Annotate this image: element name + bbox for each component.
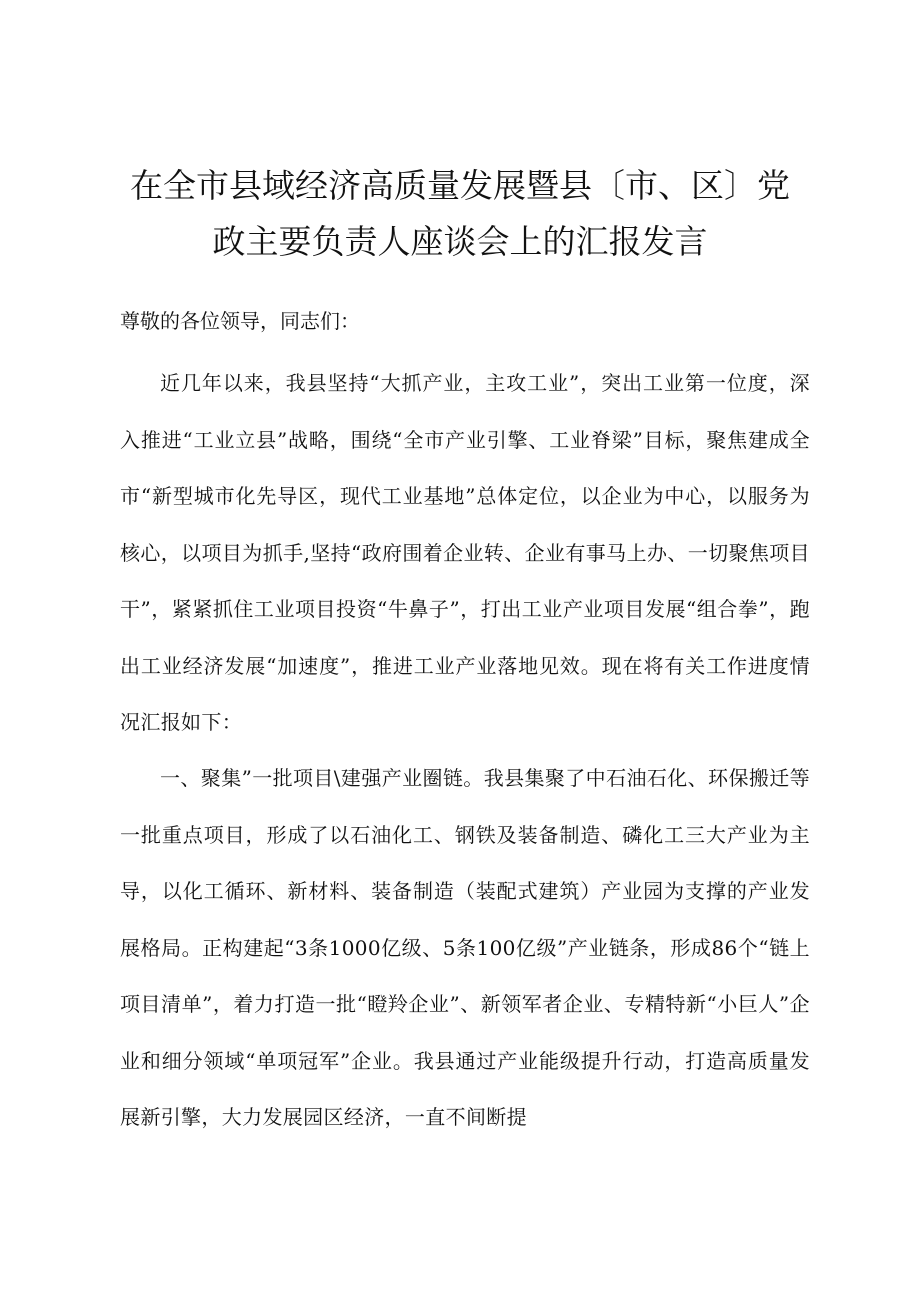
document-title xyxy=(80,158,840,270)
body-paragraph-intro: 近几年以来，我县坚持“大抓产业，主攻工业”，突出工业第一位度，深入推进“工业立县”战略，围绕“全市产业引擎、工业脊梁”目标，聚焦建成全市“新型城市化先导区，现代工业基地”总体定位，以企业为中心，以服务为核心，以项目为抓手,坚持“政府围着企业转、企业有事马上办、一切聚焦项目干”，紧紧抓住工业项目投资“牛鼻子”，打出工业产业项目发展“组合拳”，跑出工业经济发展“加速度”，推进工业产业落地见效。现在将有关工作进度情况汇报如下： xyxy=(120,371,810,734)
title-line-2: 政主要负责人座谈会上的汇报发言 xyxy=(212,222,708,261)
salutation: 尊敬的各位领导，同志们： xyxy=(120,309,360,333)
body-paragraph-section-1: 一、聚集”一批项目\建强产业圈链。我县集聚了中石油石化、环保搬迁等一批重点项目，形成了以石油化工、钢铁及装备制造、磷化工三大产业为主导，以化工循环、新材料、装备制造（装配式建筑）产业园为支撑的产业发展格局。正构建起“3条1000亿级、5条100亿级”产业链条，形成86个“链上项目清单”，着力打造一批“瞪羚企业”、新领军者企业、专精特新“小巨人”企业和细分领域“单项冠军”企业。我县通过产业能级提升行动，打造高质量发展新引擎，大力发展园区经济，一直不间断提 xyxy=(120,766,810,1129)
title-line-1: 在全市县域经济高质量发展暨县〔市、区〕党 xyxy=(130,166,790,205)
